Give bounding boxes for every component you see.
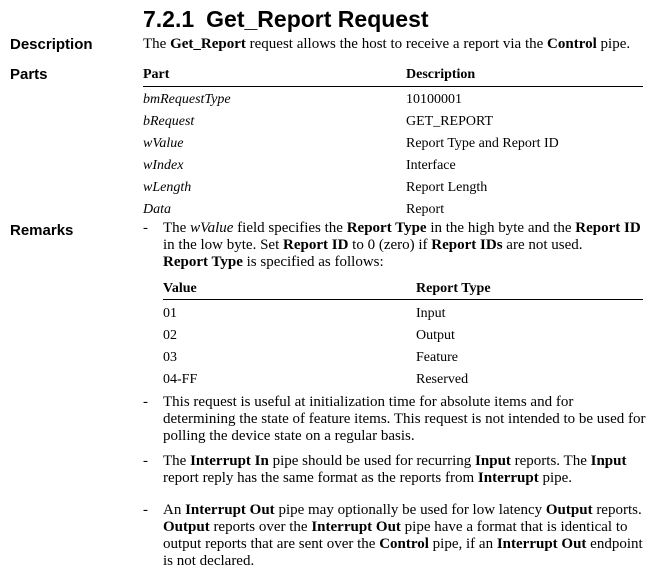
bullet-marker: - bbox=[143, 220, 148, 236]
value-column-header: Value bbox=[163, 281, 197, 296]
table-row: bRequest GET_REPORT bbox=[143, 114, 494, 129]
section-heading bbox=[143, 6, 429, 33]
remarks-list bbox=[143, 220, 648, 570]
section-number: 7.2.1 bbox=[143, 6, 195, 32]
description-label: Description bbox=[10, 36, 93, 53]
parts-table-header bbox=[143, 66, 643, 87]
table-row: Data Report bbox=[143, 202, 445, 217]
list-item: - An Interrupt Out pipe may optionally be used for low latency Output reports. Output reports over the Interrupt Out pipe have a format that is identical to output reports that are sent over the Control pipe, if an Interrupt Out endpoint is not declared. bbox=[143, 502, 643, 569]
section-title: Get_Report Request bbox=[206, 6, 429, 32]
description-text: The Get_Report request allows the host to receive a report via the Control pipe. bbox=[143, 36, 631, 52]
table-row: wLength Report Length bbox=[143, 180, 488, 195]
bullet-marker: - bbox=[143, 502, 148, 518]
description-column-header: Description bbox=[406, 67, 476, 82]
list-item: - This request is useful at initialization time for absolute items and for determining the state of feature items. This request is not intended to be used for polling the device state on a regular basis. bbox=[143, 394, 646, 444]
report-type-table-header bbox=[163, 279, 643, 300]
table-row: wIndex Interface bbox=[143, 158, 456, 173]
table-row: 04-FF Reserved bbox=[163, 372, 469, 387]
bullet-marker: - bbox=[143, 394, 148, 410]
report-type-table bbox=[163, 279, 643, 390]
part-column-header: Part bbox=[143, 67, 170, 82]
table-row: 03 Feature bbox=[163, 350, 458, 365]
table-row: 01 Input bbox=[163, 306, 446, 321]
list-item: - The Interrupt In pipe should be used for recurring Input reports. The Input report reply has the same format as the reports from Interrupt pipe. bbox=[143, 453, 627, 486]
list-item: - The wValue field specifies the Report Type in the high byte and the Report ID in the low byte. Set Report ID to 0 (zero) if Report IDs are not used. Report Type is specified as follows: bbox=[143, 220, 641, 270]
bullet-marker: - bbox=[143, 453, 148, 469]
remarks-label: Remarks bbox=[10, 222, 74, 239]
parts-label: Parts bbox=[10, 66, 48, 83]
table-row: wValue Report Type and Report ID bbox=[143, 136, 559, 151]
table-row: 02 Output bbox=[163, 328, 455, 343]
report-type-column-header: Report Type bbox=[416, 281, 491, 296]
parts-table bbox=[143, 66, 643, 221]
table-row: bmRequestType 10100001 bbox=[143, 92, 462, 107]
